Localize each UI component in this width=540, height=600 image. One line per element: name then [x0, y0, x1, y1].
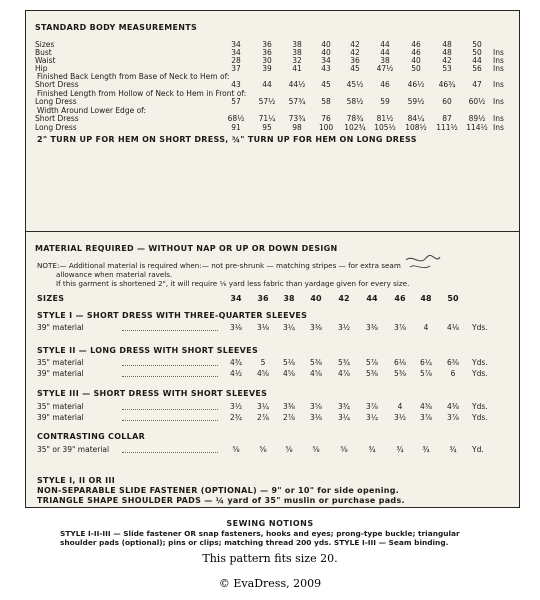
- body-value-cell: 91: [231, 123, 241, 132]
- yardage-cell: 3½: [229, 402, 243, 411]
- yardage-cell: ⅝: [259, 445, 267, 454]
- body-value-cell: 53: [442, 64, 452, 73]
- yardage-cell: 4⅝: [282, 369, 296, 378]
- body-value-cell: 30: [262, 56, 272, 65]
- yardage-cell: 6: [450, 369, 456, 378]
- style-title: CONTRASTING COLLAR: [37, 432, 146, 441]
- material-row-label: 39" material: [37, 369, 84, 378]
- yardage-cell: 4½: [229, 369, 243, 378]
- body-value-cell: 45: [350, 64, 360, 73]
- body-value-cell: 44: [380, 40, 390, 49]
- body-value-cell: 36: [262, 40, 272, 49]
- body-measurements-section: [26, 11, 519, 232]
- body-unit-label: Ins: [493, 97, 504, 106]
- yardage-unit-label: Yd.: [472, 445, 484, 454]
- material-note-line-2: allowance when material ravels.: [56, 270, 173, 279]
- body-value-cell: 108½: [405, 123, 427, 132]
- body-value-cell: 57: [231, 97, 241, 106]
- dotted-leader: [122, 409, 218, 410]
- size-header-cell: 34: [230, 294, 242, 303]
- material-row-label: 35" material: [37, 358, 84, 367]
- yardage-cell: 5: [260, 358, 266, 367]
- body-value-cell: 28: [231, 56, 241, 65]
- body-value-cell: 57½: [258, 97, 276, 106]
- body-value-cell: 76: [321, 114, 331, 123]
- yardage-cell: 2¾: [229, 413, 243, 422]
- body-row-label: Finished Back Length from Base of Neck to Hem of:: [37, 72, 230, 81]
- dotted-leader: [122, 452, 218, 453]
- hem-turn-up-note: 2" TURN UP FOR HEM ON SHORT DRESS, ¾" TURN UP FOR HEM ON LONG DRESS: [37, 135, 417, 144]
- body-value-cell: 46: [380, 80, 390, 89]
- body-value-cell: 89½: [468, 114, 486, 123]
- pattern-envelope-sheet: [25, 10, 520, 508]
- body-value-cell: 48: [442, 48, 452, 57]
- body-value-cell: 46: [411, 48, 421, 57]
- body-value-cell: 60: [442, 97, 452, 106]
- yardage-cell: ¾: [449, 445, 457, 454]
- style-title: STYLE II — LONG DRESS WITH SHORT SLEEVES: [37, 346, 259, 355]
- yardage-cell: 3⅞: [419, 413, 433, 422]
- yardage-cell: 3⅜: [365, 323, 379, 332]
- yardage-cell: 2⅞: [282, 413, 296, 422]
- body-value-cell: 41: [292, 64, 302, 73]
- body-value-cell: 46: [411, 40, 421, 49]
- yardage-cell: 3⅛: [229, 323, 243, 332]
- body-value-cell: 42: [350, 40, 360, 49]
- body-value-cell: 43: [321, 64, 331, 73]
- body-value-cell: 68½: [227, 114, 245, 123]
- body-value-cell: 59½: [407, 97, 425, 106]
- material-row-label: 39" material: [37, 323, 84, 332]
- body-value-cell: 95: [262, 123, 272, 132]
- sewing-notions-title: SEWING NOTIONS: [226, 519, 314, 528]
- yardage-unit-label: Yds.: [472, 369, 488, 378]
- body-value-cell: 32: [292, 56, 302, 65]
- yardage-cell: 3¼: [337, 413, 351, 422]
- body-value-cell: 114½: [466, 123, 488, 132]
- size-header-cell: 48: [420, 294, 432, 303]
- yardage-cell: ¾: [396, 445, 404, 454]
- yardage-cell: 3¼: [365, 413, 379, 422]
- yardage-cell: 2⅞: [256, 413, 270, 422]
- body-value-cell: 56: [472, 64, 482, 73]
- size-header-cell: 36: [257, 294, 269, 303]
- yardage-cell: 4¾: [229, 358, 243, 367]
- yardage-cell: 5⅞: [365, 358, 379, 367]
- material-row-label: 35" or 39" material: [37, 445, 110, 454]
- body-value-cell: 44½: [288, 80, 306, 89]
- yardage-unit-label: Yds.: [472, 413, 488, 422]
- body-measurements-title: STANDARD BODY MEASUREMENTS: [35, 23, 198, 32]
- body-value-cell: 60½: [468, 97, 486, 106]
- body-value-cell: 40: [321, 48, 331, 57]
- body-value-cell: 42: [442, 56, 452, 65]
- body-value-cell: 46¾: [438, 80, 456, 89]
- yardage-cell: 5⅛: [282, 358, 296, 367]
- size-header-cell: 44: [366, 294, 378, 303]
- body-value-cell: 40: [411, 56, 421, 65]
- yardage-cell: 3⅞: [365, 402, 379, 411]
- body-value-cell: 45½: [346, 80, 364, 89]
- footer-style-line: STYLE I, II OR III: [37, 476, 115, 485]
- body-value-cell: 44: [472, 56, 482, 65]
- dotted-leader: [122, 365, 218, 366]
- body-unit-label: Ins: [493, 80, 504, 89]
- body-value-cell: 50: [472, 40, 482, 49]
- body-value-cell: 34: [231, 40, 241, 49]
- size-caption: This pattern fits size 20.: [202, 552, 338, 565]
- body-value-cell: 73¾: [288, 114, 306, 123]
- body-row-label: Long Dress: [35, 123, 77, 132]
- body-row-label: Waist: [35, 56, 56, 65]
- dotted-leader: [122, 376, 218, 377]
- yardage-cell: ¾: [422, 445, 430, 454]
- sewing-notions-line-2: shoulder pads (optional); pins or clips; matching thread 200 yds. STYLE I-III — Seam binding.: [60, 538, 449, 547]
- body-row-label: Short Dress: [35, 80, 79, 89]
- yardage-cell: 6⅜: [446, 358, 460, 367]
- body-value-cell: 98: [292, 123, 302, 132]
- body-value-cell: 59: [380, 97, 390, 106]
- body-value-cell: 44: [380, 48, 390, 57]
- body-row-label: Sizes: [35, 40, 55, 49]
- body-value-cell: 44: [262, 80, 272, 89]
- body-value-cell: 40: [321, 40, 331, 49]
- body-value-cell: 47½: [376, 64, 394, 73]
- body-unit-label: Ins: [493, 123, 504, 132]
- body-value-cell: 100: [318, 123, 334, 132]
- body-value-cell: 84¼: [407, 114, 425, 123]
- yardage-cell: ⅝: [340, 445, 348, 454]
- body-value-cell: 43: [231, 80, 241, 89]
- body-value-cell: 78¾: [346, 114, 364, 123]
- style-title: STYLE I — SHORT DRESS WITH THREE-QUARTER SLEEVES: [37, 311, 308, 320]
- body-value-cell: 38: [380, 56, 390, 65]
- body-value-cell: 105½: [374, 123, 396, 132]
- material-note-line-3: If this garment is shortened 2", it will require ⅛ yard less fabric than yardage given for every size.: [56, 279, 410, 288]
- scribble-mark-icon: [402, 252, 446, 274]
- yardage-cell: 5⅜: [309, 358, 323, 367]
- yardage-cell: 3⅜: [309, 323, 323, 332]
- size-header-cell: 46: [394, 294, 406, 303]
- yardage-cell: 3½: [337, 323, 351, 332]
- yardage-cell: 4: [423, 323, 429, 332]
- body-value-cell: 37: [231, 64, 241, 73]
- material-row-label: 39" material: [37, 413, 84, 422]
- body-value-cell: 47: [472, 80, 482, 89]
- body-value-cell: 57¾: [288, 97, 306, 106]
- material-row-label: 35" material: [37, 402, 84, 411]
- body-value-cell: 36: [350, 56, 360, 65]
- size-header-cell: 40: [310, 294, 322, 303]
- body-value-cell: 102¾: [344, 123, 366, 132]
- body-row-label: Hip: [35, 64, 48, 73]
- style-title: STYLE III — SHORT DRESS WITH SHORT SLEEVES: [37, 389, 268, 398]
- body-value-cell: 50: [472, 48, 482, 57]
- slide-fastener-line: NON-SEPARABLE SLIDE FASTENER (OPTIONAL) — 9" or 10" for side opening.: [37, 486, 400, 495]
- yardage-cell: 3⅞: [446, 413, 460, 422]
- material-note-line-1: NOTE:— Additional material is required when:— not pre-shrunk — matching stripes — for extra seam: [37, 261, 401, 270]
- size-header-cell: 42: [338, 294, 350, 303]
- yardage-cell: 4⅜: [446, 402, 460, 411]
- dotted-leader: [122, 420, 218, 421]
- yardage-cell: 3⅛: [256, 323, 270, 332]
- yardage-cell: 3¾: [337, 402, 351, 411]
- yardage-cell: 5⅜: [393, 369, 407, 378]
- body-value-cell: 48: [442, 40, 452, 49]
- yardage-cell: 3½: [393, 413, 407, 422]
- yardage-cell: 4⅛: [446, 323, 460, 332]
- yardage-cell: 6⅛: [393, 358, 407, 367]
- body-value-cell: 71¼: [258, 114, 276, 123]
- body-value-cell: 34: [321, 56, 331, 65]
- body-value-cell: 38: [292, 40, 302, 49]
- body-value-cell: 58: [321, 97, 331, 106]
- body-unit-label: Ins: [493, 64, 504, 73]
- yardage-cell: 5⅜: [365, 369, 379, 378]
- body-value-cell: 46½: [407, 80, 425, 89]
- body-value-cell: 58½: [346, 97, 364, 106]
- body-value-cell: 34: [231, 48, 241, 57]
- yardage-cell: 6¼: [419, 358, 433, 367]
- material-required-section: [26, 232, 519, 509]
- yardage-cell: 4⅞: [337, 369, 351, 378]
- body-row-label: Bust: [35, 48, 52, 57]
- yardage-cell: 5⅞: [419, 369, 433, 378]
- yardage-cell: 5¾: [337, 358, 351, 367]
- yardage-cell: ¾: [368, 445, 376, 454]
- material-required-title: MATERIAL REQUIRED — WITHOUT NAP OR UP OR DOWN DESIGN: [35, 244, 338, 253]
- copyright-text: © EvaDress, 2009: [218, 577, 322, 590]
- body-unit-label: Ins: [493, 56, 504, 65]
- body-value-cell: 111½: [436, 123, 458, 132]
- yardage-cell: 3⅞: [393, 323, 407, 332]
- yardage-cell: 3⅝: [309, 402, 323, 411]
- body-value-cell: 42: [350, 48, 360, 57]
- body-value-cell: 38: [292, 48, 302, 57]
- yardage-unit-label: Yds.: [472, 402, 488, 411]
- body-value-cell: 45: [321, 80, 331, 89]
- body-unit-label: Ins: [493, 48, 504, 57]
- yardage-cell: ⅝: [232, 445, 240, 454]
- yardage-cell: 3⅛: [309, 413, 323, 422]
- body-value-cell: 36: [262, 48, 272, 57]
- yardage-cell: 4⅝: [309, 369, 323, 378]
- body-row-label: Long Dress: [35, 97, 77, 106]
- body-value-cell: 87: [442, 114, 452, 123]
- body-row-label: Width Around Lower Edge of:: [37, 106, 147, 115]
- yardage-cell: 3⅜: [282, 402, 296, 411]
- yardage-cell: 4⅝: [256, 369, 270, 378]
- body-unit-label: Ins: [493, 114, 504, 123]
- sizes-row-label: SIZES: [37, 294, 65, 303]
- body-value-cell: 39: [262, 64, 272, 73]
- body-value-cell: 50: [411, 64, 421, 73]
- yardage-unit-label: Yds.: [472, 358, 488, 367]
- body-row-label: Short Dress: [35, 114, 79, 123]
- dotted-leader: [122, 330, 218, 331]
- body-value-cell: 81½: [376, 114, 394, 123]
- shoulder-pads-line: TRIANGLE SHAPE SHOULDER PADS — ¼ yard of 35" muslin or purchase pads.: [37, 496, 405, 505]
- yardage-cell: ⅝: [312, 445, 320, 454]
- yardage-cell: 4: [397, 402, 403, 411]
- yardage-cell: ⅝: [285, 445, 293, 454]
- yardage-cell: 3¼: [282, 323, 296, 332]
- yardage-cell: 3¼: [256, 402, 270, 411]
- size-header-cell: 38: [283, 294, 295, 303]
- sewing-notions-line-1: STYLE I-II-III — Slide fastener OR snap fasteners, hooks and eyes; prong-type buckle; triangular: [60, 529, 460, 538]
- yardage-cell: 4⅜: [419, 402, 433, 411]
- yardage-unit-label: Yds.: [472, 323, 488, 332]
- size-header-cell: 50: [447, 294, 459, 303]
- body-row-label: Finished Length from Hollow of Neck to Hem in Front of:: [37, 89, 247, 98]
